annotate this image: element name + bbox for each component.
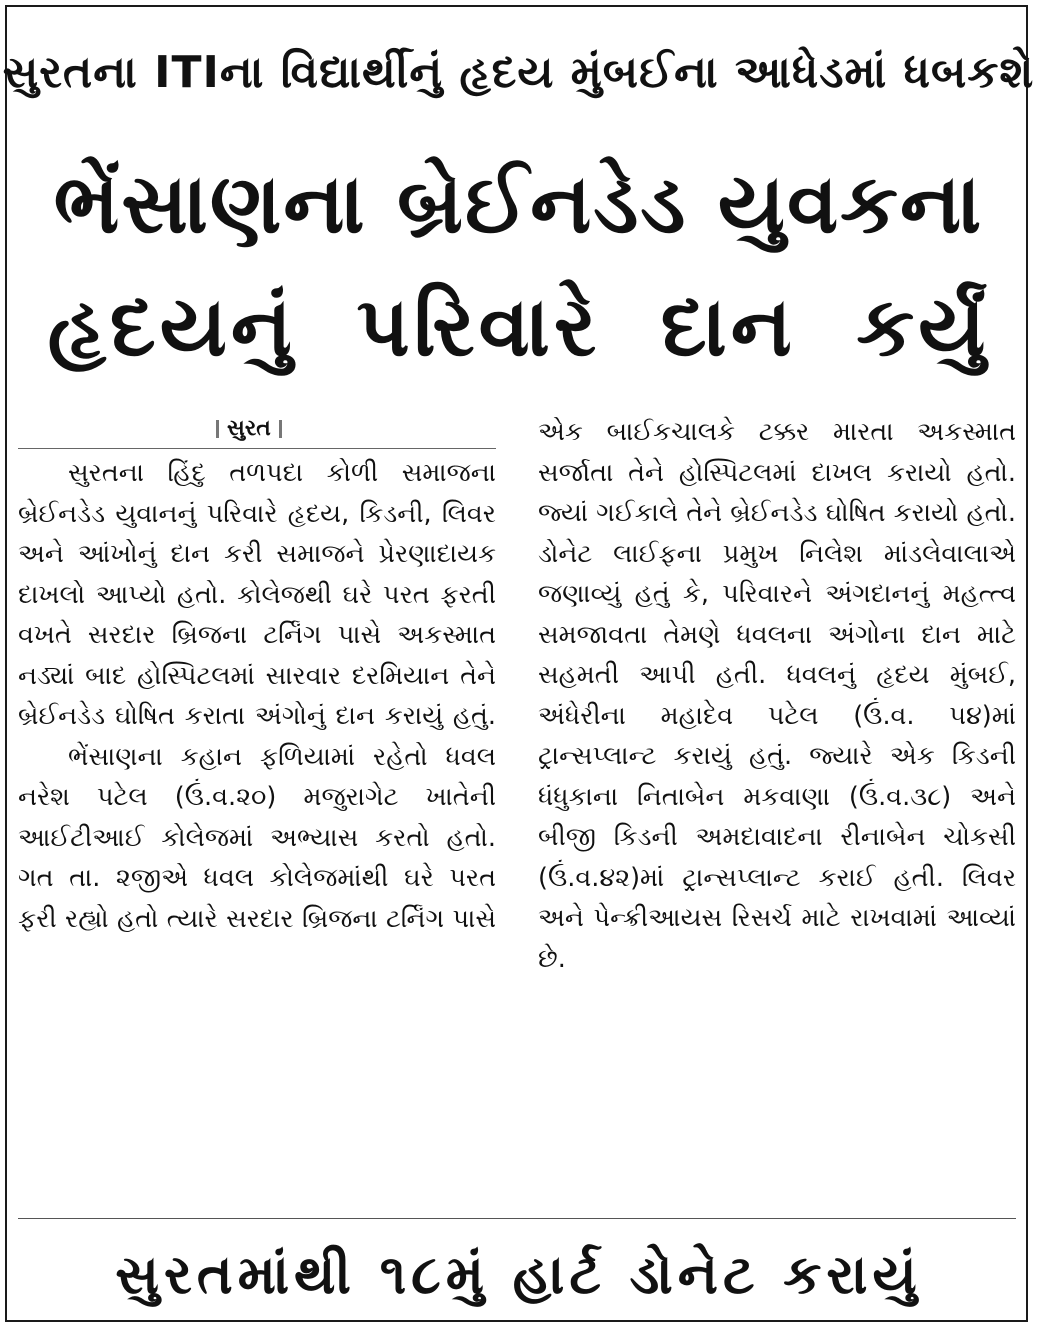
- headline-line-1: ભેંસાણના બ્રેઈનડેડ યુવકના: [53, 157, 984, 252]
- dateline-row: [18, 412, 496, 449]
- right-column: [538, 412, 1016, 979]
- left-column: [18, 412, 496, 939]
- dateline: [208, 414, 290, 444]
- bottom-divider: [18, 1218, 1016, 1219]
- dateline-bar-right: [279, 420, 282, 438]
- bottom-banner: સુરતમાંથી ૧૮મું હાર્ટ ડોનેટ કરાયું: [115, 1243, 922, 1306]
- left-paragraph-2: ભેંસાણના કહાન ફળિયામાં રહેતો ધવલ નરેશ પટેલ (ઉં.વ.૨૦) મજુરાગેટ ખાતેની આઈટીઆઈ કોલેજમાં અભ્યાસ કરતો હતો. ગત તા. ૨જીએ ધવલ કોલેજમાંથી ઘરે પરત ફરી રહ્યો હતો ત્યારે સરદાર બ્રિજના ટર્નિંગ પાસે: [18, 741, 496, 934]
- dateline-text: સુરત: [227, 416, 271, 441]
- left-paragraph-1: સુરતના હિંદુ તળપદા કોળી સમાજના બ્રેઈનડેડ યુવાનનું પરિવારે હૃદય, કિડની, લિવર અને આંખોનું દાન કરી સમાજને પ્રેરણાદાયક દાખલો આપ્યો હતો. કોલેજથી ઘરે પરત ફરતી વખતે સરદાર બ્રિજના ટર્નિંગ પાસે અકસ્માત નડ્યાં બાદ હોસ્પિટલમાં સારવાર દરમિયાન તેને બ્રેઈનડેડ ઘોષિત કરાતા અંગોનું દાન કરાયું હતું.: [18, 458, 496, 731]
- kicker-line: સુરતના ITIના વિદ્યાર્થીનું હૃદય મુંબઈના આધેડમાં ધબકશે: [2, 47, 1035, 98]
- headline-line-2: હૃદયનું પરિવારે દાન કર્યું: [47, 280, 990, 375]
- dateline-bar-left: [216, 420, 219, 438]
- right-paragraph-1: એક બાઈકચાલકે ટક્કર મારતા અકસ્માત સર્જાતા તેને હોસ્પિટલમાં દાખલ કરાયો હતો. જ્યાં ગઈકાલે તેને બ્રેઈનડેડ ઘોષિત કરાયો હતો. ડોનેટ લાઈફના પ્રમુખ નિલેશ માંડલેવાલાએ જણાવ્યું હતું કે, પરિવારને અંગદાનનું મહત્ત્વ સમજાવતા તેમણે ધવલના અંગોના દાન માટે સહમતી આપી હતી. ધવલનું હૃદય મુંબઈ, અંધેરીના મહાદેવ પટેલ (ઉં.વ. ૫૪)માં ટ્રાન્સપ્લાન્ટ કરાયું હતું. જ્યારે એક કિડની ધંધુકાના નિતાબેન મકવાણા (ઉં.વ.૩૮) અને બીજી કિડની અમદાવાદના રીનાબેન ચોકસી (ઉં.વ.૪૨)માં ટ્રાન્સપ્લાન્ટ કરાઈ હતી. લિવર અને પેન્ક્રીઆયસ રિસર્ચ માટે રાખવામાં આવ્યાં છે.: [538, 417, 1016, 974]
